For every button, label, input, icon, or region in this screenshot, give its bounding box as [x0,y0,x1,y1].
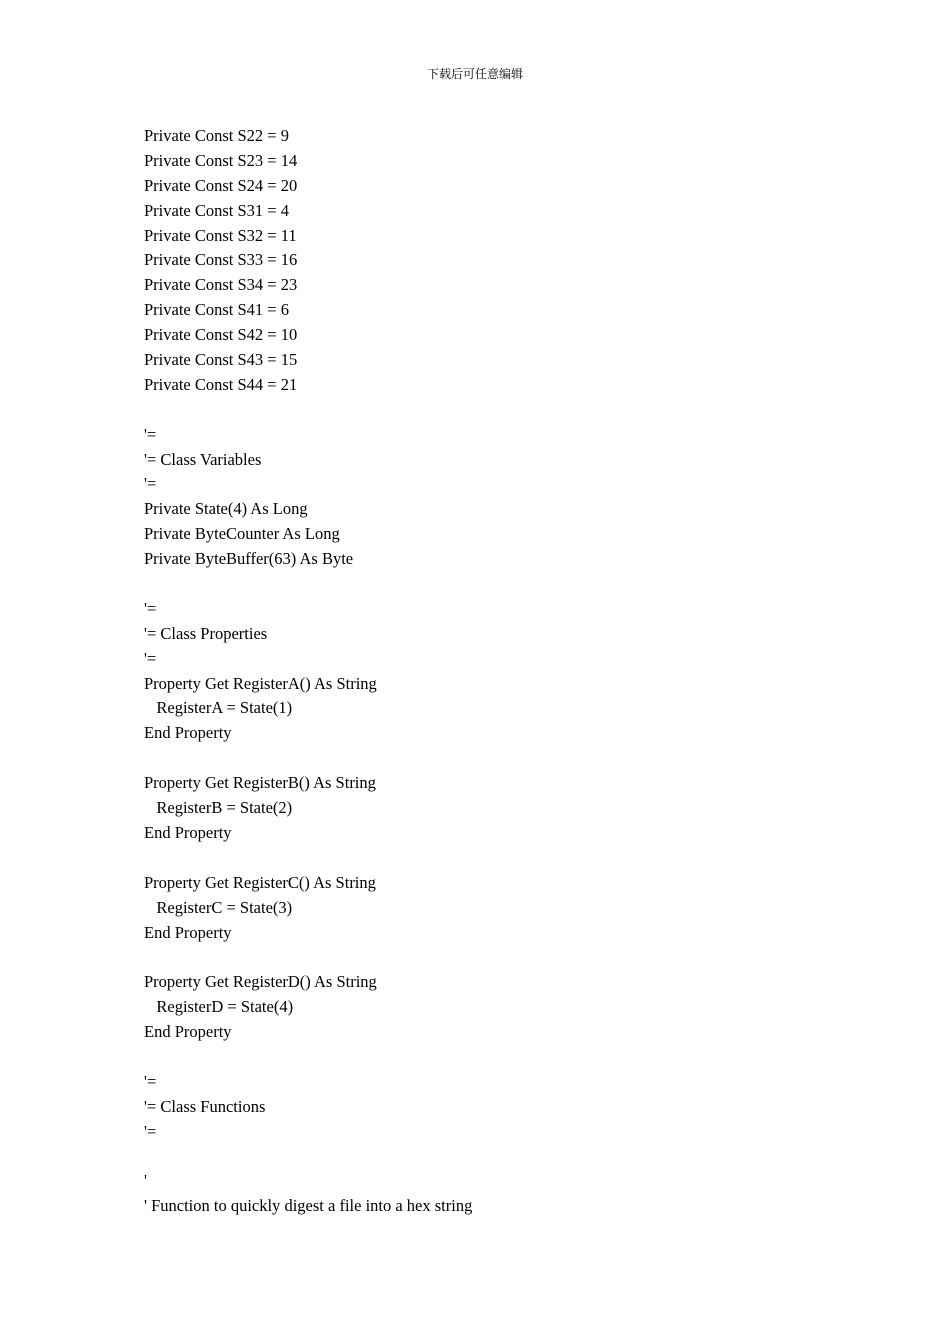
code-line: Private Const S24 = 20 [144,175,298,195]
code-line: Property Get RegisterB() As String [144,773,376,793]
code-line: End Property [144,922,232,942]
comment-line: ' Function to quickly digest a file into a hex string [144,1196,473,1216]
blank-line [144,746,844,771]
comment-line: '= [144,474,157,494]
comment-line: '= [144,1071,157,1091]
code-body [144,124,844,1219]
blank-line [144,945,844,970]
code-line: Private Const S23 = 14 [144,150,298,170]
code-line: RegisterD = State(4) [144,997,294,1017]
blank-line [144,1145,844,1170]
blank-line [144,398,844,423]
section-heading-class-functions: '= Class Functions [144,1096,266,1116]
blank-line [144,846,844,871]
code-line: Private Const S31 = 4 [144,200,289,220]
page-header: 下载后可任意编辑 [426,67,523,81]
code-line: Property Get RegisterC() As String [144,872,376,892]
code-line: Private Const S41 = 6 [144,300,289,320]
section-heading-class-properties: '= Class Properties [144,623,268,643]
code-line: Private Const S44 = 21 [144,374,298,394]
code-line: Private Const S32 = 11 [144,225,297,245]
code-line: Private Const S42 = 10 [144,325,298,345]
code-line: Private ByteCounter As Long [144,524,340,544]
code-line: End Property [144,1022,232,1042]
code-line: RegisterC = State(3) [144,897,293,917]
comment-line: '= [144,648,157,668]
code-line: RegisterA = State(1) [144,698,293,718]
code-line: RegisterB = State(2) [144,798,293,818]
comment-line: '= [144,424,157,444]
comment-line: '= [144,598,157,618]
code-line: Private State(4) As Long [144,499,308,519]
code-line: End Property [144,822,232,842]
section-heading-class-variables: '= Class Variables [144,449,262,469]
code-line: End Property [144,723,232,743]
code-line: Private Const S33 = 16 [144,250,298,270]
code-line: Private Const S22 = 9 [144,126,289,145]
blank-line [144,1045,844,1070]
code-line: Private Const S34 = 23 [144,275,298,295]
code-line: Property Get RegisterD() As String [144,972,377,992]
comment-line: '= [144,1121,157,1141]
comment-line: ' [144,1171,147,1191]
code-line: Private Const S43 = 15 [144,350,298,370]
code-line: Property Get RegisterA() As String [144,673,377,693]
code-line: Private ByteBuffer(63) As Byte [144,549,354,569]
blank-line [144,572,844,597]
